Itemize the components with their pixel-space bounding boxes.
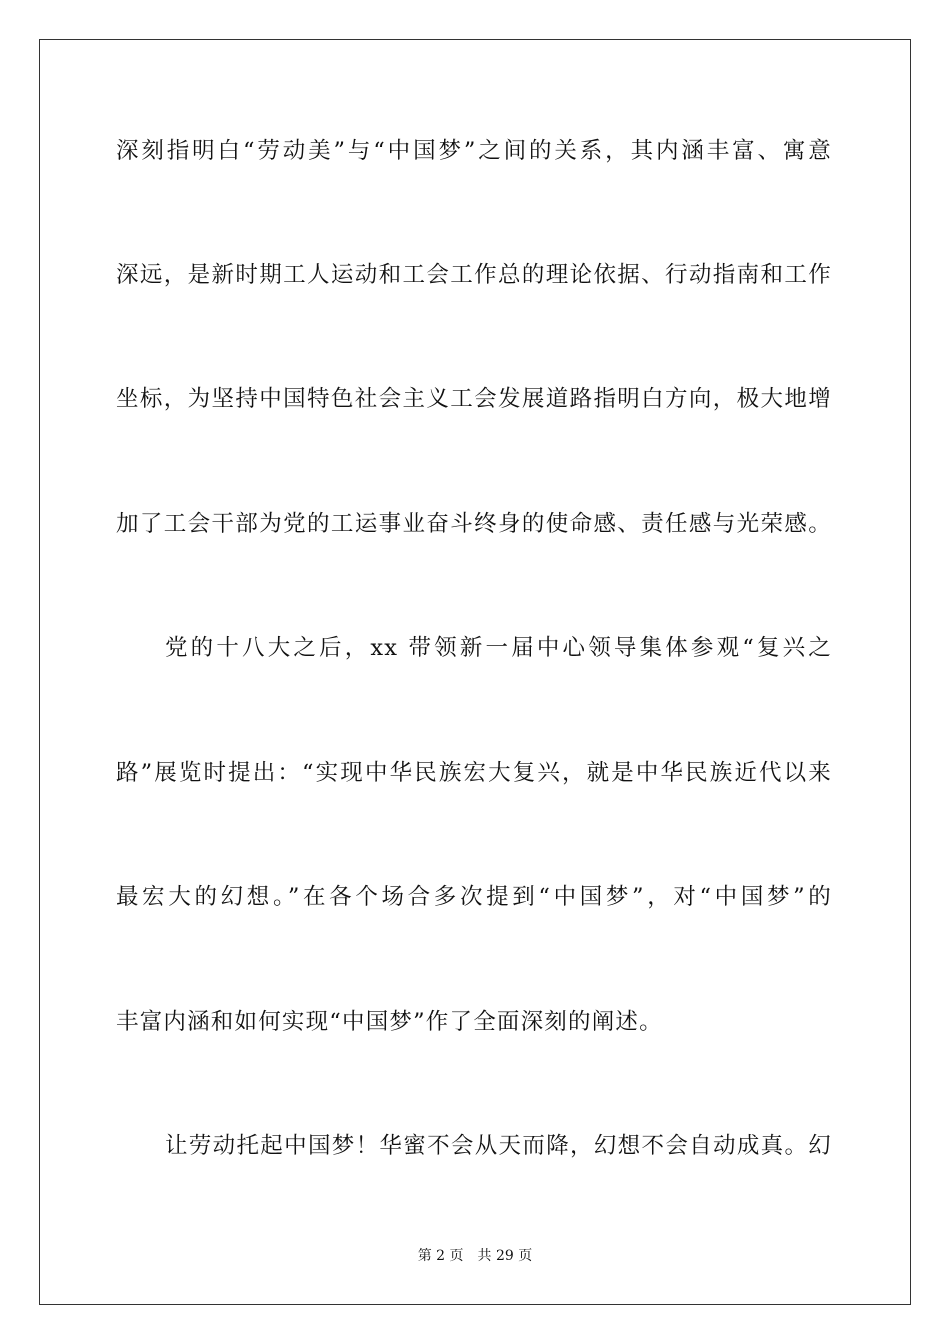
- paragraph-line: 坐标，为坚持中国特色社会主义工会发展道路指明白方向，极大地增: [116, 386, 832, 412]
- paragraph-line: 深远，是新时期工人运动和工会工作总的理论依据、行动指南和工作: [116, 262, 832, 288]
- paragraph-line: 最宏大的幻想。”在各个场合多次提到“中国梦”，对“中国梦”的: [116, 884, 832, 910]
- paragraph-line: 深刻指明白“劳动美”与“中国梦”之间的关系，其内涵丰富、寓意: [116, 138, 832, 164]
- paragraph-line: 丰富内涵和如何实现“中国梦”作了全面深刻的阐述。: [116, 1009, 663, 1035]
- paragraph-line: 党的十八大之后，xx 带领新一届中心领导集体参观“复兴之: [165, 635, 832, 661]
- paragraph-line: 让劳动托起中国梦！华蜜不会从天而降，幻想不会自动成真。幻: [165, 1133, 832, 1159]
- paragraph-line: 加了工会干部为党的工运事业奋斗终身的使命感、责任感与光荣感。: [116, 511, 832, 537]
- page-border: [39, 39, 911, 1305]
- paragraph-line: 路”展览时提出：“实现中华民族宏大复兴，就是中华民族近代以来: [116, 760, 832, 786]
- page-number-footer: 第 2 页 共 29 页: [417, 1248, 533, 1264]
